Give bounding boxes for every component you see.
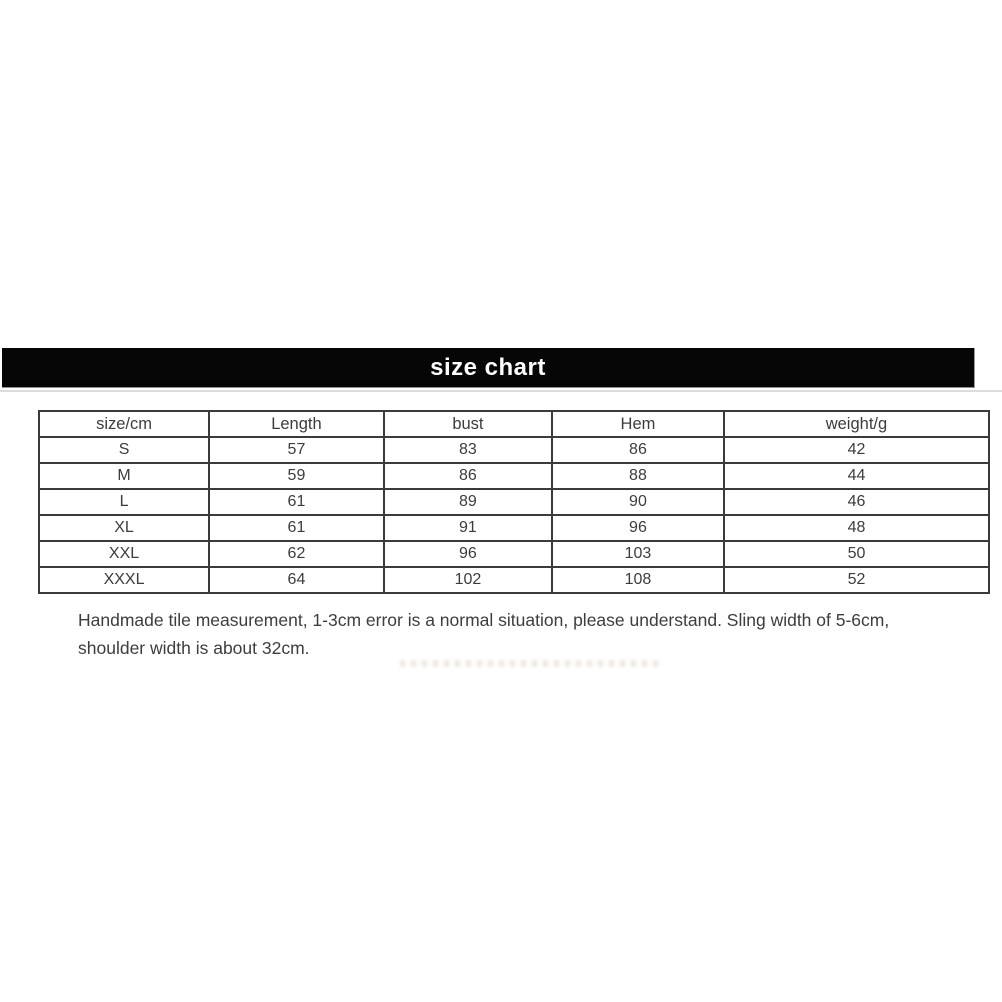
table-cell: 42	[724, 437, 989, 463]
table-cell: 89	[384, 489, 552, 515]
table-cell: S	[39, 437, 209, 463]
header-cell-hem: Hem	[552, 411, 724, 437]
table-row	[39, 489, 989, 515]
header-cell-weight: weight/g	[724, 411, 989, 437]
table-cell: 91	[384, 515, 552, 541]
header-cell-length: Length	[209, 411, 384, 437]
table-row	[39, 567, 989, 593]
table-row	[39, 437, 989, 463]
table-cell: 52	[724, 567, 989, 593]
banner-title: size chart	[430, 353, 546, 381]
size-table	[38, 410, 990, 594]
table-row	[39, 541, 989, 567]
table-cell: L	[39, 489, 209, 515]
table-cell: 90	[552, 489, 724, 515]
note-line: shoulder width is about 32cm.	[78, 638, 310, 658]
size-chart-banner	[2, 348, 975, 388]
table-cell: 108	[552, 567, 724, 593]
table-cell: 61	[209, 489, 384, 515]
table-cell: 48	[724, 515, 989, 541]
table-cell: 62	[209, 541, 384, 567]
table-cell: 102	[384, 567, 552, 593]
header-cell-size: size/cm	[39, 411, 209, 437]
table-header-row	[39, 411, 989, 437]
table-cell: 59	[209, 463, 384, 489]
header-cell-bust: bust	[384, 411, 552, 437]
table-cell: 103	[552, 541, 724, 567]
table-cell: XL	[39, 515, 209, 541]
banner-underline	[0, 390, 1002, 392]
table-cell: 86	[552, 437, 724, 463]
table-cell: XXL	[39, 541, 209, 567]
table-cell: 50	[724, 541, 989, 567]
table-cell: 46	[724, 489, 989, 515]
table-cell: 64	[209, 567, 384, 593]
table-cell: 57	[209, 437, 384, 463]
table-cell: 61	[209, 515, 384, 541]
table-cell: XXXL	[39, 567, 209, 593]
table-cell: 96	[384, 541, 552, 567]
measurement-note	[78, 606, 978, 662]
table-cell: 44	[724, 463, 989, 489]
table-cell: 83	[384, 437, 552, 463]
table-row	[39, 515, 989, 541]
table-cell: M	[39, 463, 209, 489]
watermark-smudge	[400, 660, 662, 667]
note-line: Handmade tile measurement, 1-3cm error is a normal situation, please understand. Sling width of 5-6cm,	[78, 610, 890, 630]
table-row	[39, 463, 989, 489]
table-cell: 96	[552, 515, 724, 541]
table-cell: 86	[384, 463, 552, 489]
table-cell: 88	[552, 463, 724, 489]
